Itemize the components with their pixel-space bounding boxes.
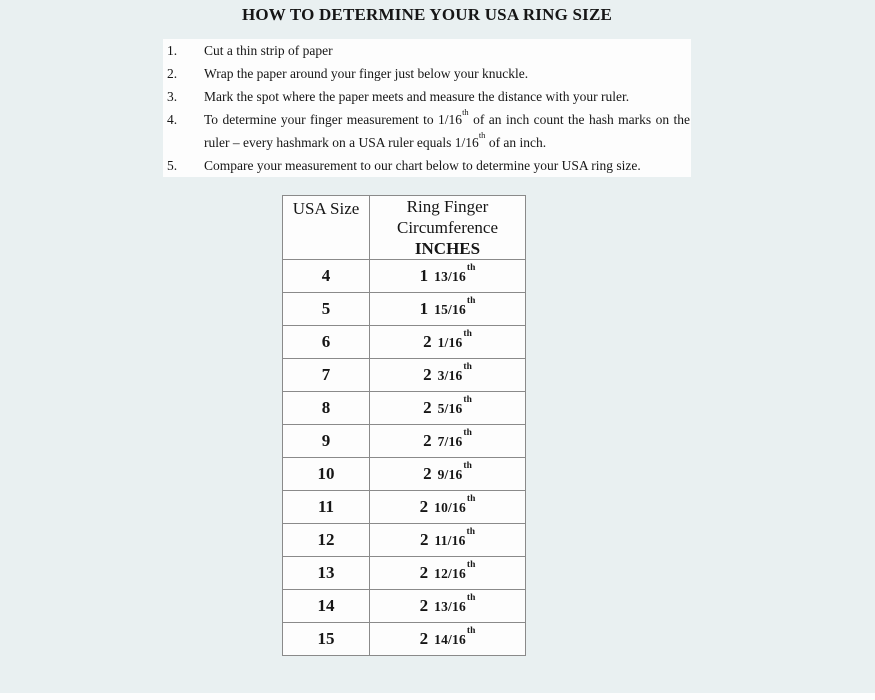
fraction: 1/16 [437,335,463,350]
usa-size-cell: 15 [283,623,370,656]
instruction-number: 2. [167,66,178,81]
ordinal-superscript: th [463,394,472,405]
circumference-cell [370,260,526,293]
instruction-item-5 [163,154,691,177]
instruction-number: 3. [167,89,178,104]
header-circumference [370,196,526,260]
instruction-text: Cut a thin strip of paper [204,43,333,58]
page-title-container [163,5,691,25]
table-row [283,293,526,326]
header-line-ring-finger: Ring Finger [406,197,489,216]
circumference-cell [370,623,526,656]
fraction: 7/16 [437,434,463,449]
instruction-line-1 [204,108,690,131]
fraction: 15/16 [434,302,466,317]
fraction: 13/16 [434,599,466,614]
whole-number: 2 [423,365,432,384]
whole-number: 2 [423,398,432,417]
text-segment: ruler – every hashmark on a USA ruler equals 1/16 [204,135,479,150]
whole-number: 1 [419,266,429,285]
circumference-cell [370,590,526,623]
instruction-text [204,108,691,154]
fraction: 10/16 [434,500,466,515]
instruction-number: 1. [167,43,178,58]
circumference-cell [370,557,526,590]
ordinal-superscript: th [466,625,476,636]
instruction-item-1 [163,39,691,62]
instructions-list [163,39,691,177]
usa-size-cell: 13 [283,557,370,590]
header-line-circumference: Circumference [397,218,498,237]
instruction-text: Mark the spot where the paper meets and measure the distance with your ruler. [204,89,630,104]
ordinal-superscript: th [463,328,472,339]
usa-size-cell: 14 [283,590,370,623]
table-row [283,623,526,656]
table-row [283,590,526,623]
instruction-item-2 [163,62,691,85]
ordinal-superscript: th [463,361,472,372]
fraction: 14/16 [434,632,466,647]
circumference-cell [370,425,526,458]
instruction-item-4 [163,108,691,154]
header-usa-size [283,196,370,260]
fraction: 3/16 [437,368,463,383]
bottom-margin-strip [0,693,875,700]
table-row [283,260,526,293]
whole-number: 2 [423,464,432,483]
circumference-cell [370,491,526,524]
table-row [283,392,526,425]
table-row [283,359,526,392]
table-row [283,425,526,458]
instruction-line-2 [204,131,690,154]
table-row [283,491,526,524]
fraction: 9/16 [437,467,463,482]
table-row [283,557,526,590]
text-segment: To determine your finger measurement to 1/16 [204,112,463,127]
whole-number: 2 [420,530,429,549]
usa-size-cell: 11 [283,491,370,524]
header-usa-size-label: USA Size [292,199,360,218]
ordinal-superscript: th [462,106,469,117]
ordinal-superscript: th [478,129,486,140]
instruction-text: Wrap the paper around your finger just below your knuckle. [204,66,529,81]
usa-size-cell: 10 [283,458,370,491]
usa-size-cell: 7 [283,359,370,392]
ordinal-superscript: th [466,493,476,504]
circumference-cell [370,524,526,557]
circumference-cell [370,392,526,425]
usa-size-cell: 5 [283,293,370,326]
instruction-item-3 [163,85,691,108]
fraction: 11/16 [434,533,466,548]
whole-number: 2 [419,563,429,582]
whole-number: 2 [423,431,432,450]
ordinal-superscript: th [463,460,472,471]
circumference-cell [370,359,526,392]
ordinal-superscript: th [466,262,476,273]
whole-number: 2 [419,596,429,615]
whole-number: 1 [419,299,429,318]
text-segment: of an inch count the hash marks on the [468,112,690,127]
fraction: 12/16 [434,566,466,581]
whole-number: 2 [423,332,432,351]
ordinal-superscript: th [466,559,476,570]
usa-size-cell: 4 [283,260,370,293]
text-segment: of an inch. [485,135,547,150]
fraction: 5/16 [437,401,463,416]
table-row [283,458,526,491]
table-row [283,326,526,359]
table-header-row [283,196,526,260]
instruction-number: 5. [167,158,178,173]
fraction: 13/16 [434,269,466,284]
circumference-cell [370,293,526,326]
ring-size-table [282,195,526,656]
instruction-number: 4. [167,112,178,127]
circumference-cell [370,458,526,491]
usa-size-cell: 9 [283,425,370,458]
table-row [283,524,526,557]
whole-number: 2 [419,629,429,648]
usa-size-cell: 8 [283,392,370,425]
ordinal-superscript: th [466,526,475,537]
ordinal-superscript: th [466,295,476,306]
whole-number: 2 [419,497,429,516]
page-title: HOW TO DETERMINE YOUR USA RING SIZE [241,5,613,24]
instruction-text: Compare your measurement to our chart below to determine your USA ring size. [204,158,641,173]
usa-size-cell: 12 [283,524,370,557]
circumference-cell [370,326,526,359]
header-line-inches: INCHES [414,239,481,258]
ordinal-superscript: th [463,427,472,438]
ordinal-superscript: th [466,592,476,603]
usa-size-cell: 6 [283,326,370,359]
